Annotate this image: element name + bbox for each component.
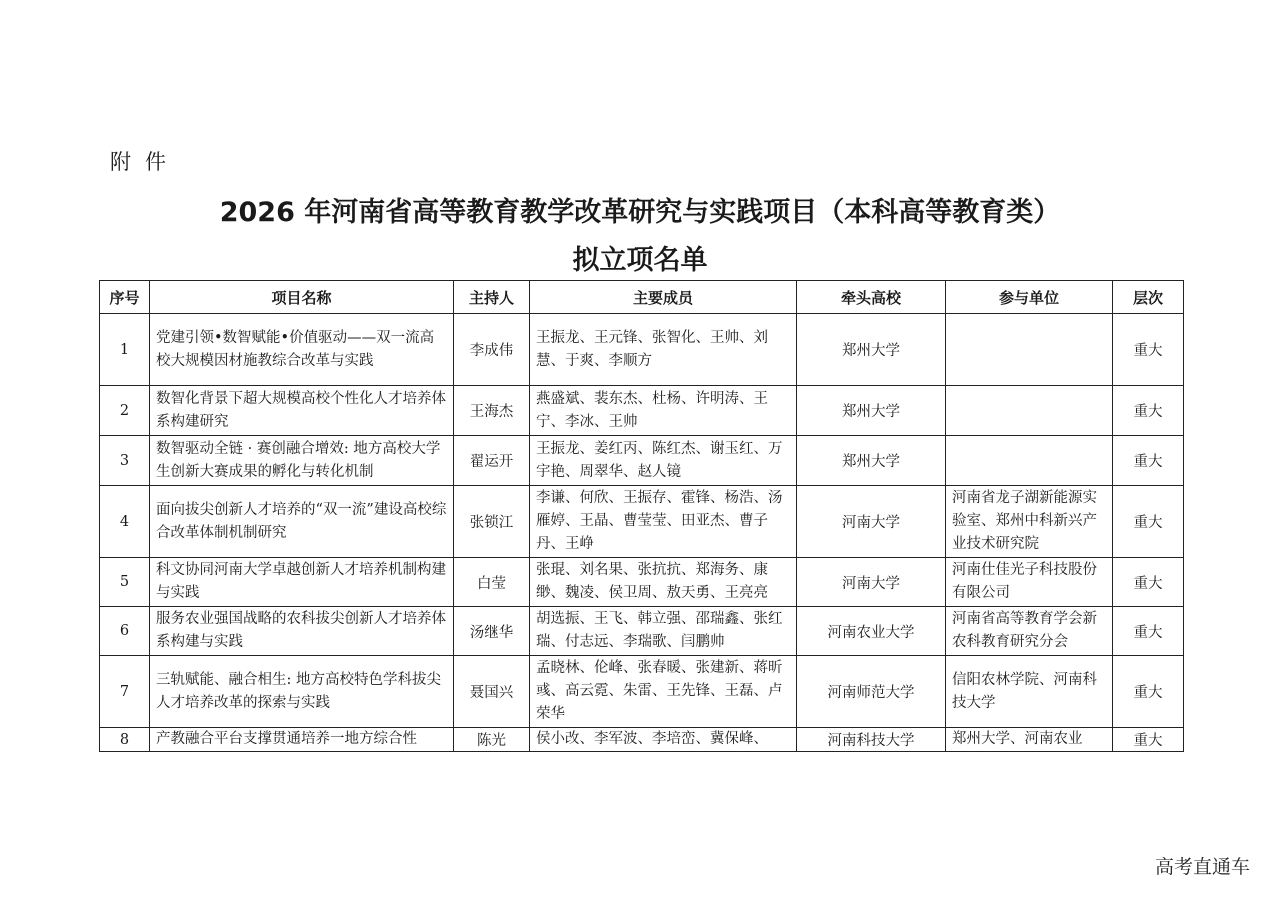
header-no: 序号	[100, 281, 150, 314]
document-subtitle: 拟立项名单	[572, 245, 708, 276]
cell-name: 面向拔尖创新人才培养的“双一流”建设高校综合改革体制机制研究	[150, 486, 454, 558]
cell-lead: 河南科技大学	[797, 728, 946, 752]
cell-partner	[946, 386, 1113, 436]
cell-partner: 河南省龙子湖新能源实验室、郑州中科新兴产业技术研究院	[946, 486, 1113, 558]
header-partner: 参与单位	[946, 281, 1113, 314]
cell-no: 6	[100, 607, 150, 656]
cell-name: 三轨赋能、融合相生: 地方高校特色学科拔尖人才培养改革的探索与实践	[150, 656, 454, 728]
cell-members: 李谦、何欣、王振存、霍锋、杨浩、汤雁婷、王晶、曹莹莹、田亚杰、曹子丹、王峥	[530, 486, 797, 558]
cell-lead: 河南师范大学	[797, 656, 946, 728]
cell-partner	[946, 314, 1113, 386]
cell-name: 数智化背景下超大规模高校个性化人才培养体系构建研究	[150, 386, 454, 436]
attachment-label: 附件	[110, 150, 180, 174]
cell-level: 重大	[1113, 486, 1184, 558]
cell-partner	[946, 436, 1113, 486]
header-lead: 牵头高校	[797, 281, 946, 314]
cell-members: 燕盛斌、裴东杰、杜杨、许明涛、王宁、李冰、王帅	[530, 386, 797, 436]
cell-partner: 河南省高等教育学会新农科教育研究分会	[946, 607, 1113, 656]
cell-lead: 郑州大学	[797, 314, 946, 386]
cell-members: 胡选振、王飞、韩立强、邵瑞鑫、张红瑞、付志远、李瑞歌、闫鹏帅	[530, 607, 797, 656]
cell-members: 侯小改、李军波、李培峦、冀保峰、	[530, 728, 797, 752]
cell-host: 聂国兴	[454, 656, 530, 728]
cell-level: 重大	[1113, 607, 1184, 656]
cell-host: 汤继华	[454, 607, 530, 656]
cell-host: 李成伟	[454, 314, 530, 386]
cell-no: 7	[100, 656, 150, 728]
cell-host: 白莹	[454, 558, 530, 607]
cell-lead: 河南农业大学	[797, 607, 946, 656]
cell-host: 王海杰	[454, 386, 530, 436]
cell-level: 重大	[1113, 728, 1184, 752]
cell-level: 重大	[1113, 656, 1184, 728]
watermark-text: 高考直通车	[1154, 856, 1250, 878]
cell-host: 翟运开	[454, 436, 530, 486]
cell-lead: 河南大学	[797, 486, 946, 558]
cell-no: 3	[100, 436, 150, 486]
cell-members: 孟晓林、伦峰、张春暖、张建新、蒋昕彧、高云霓、朱雷、王先锋、王磊、卢荣华	[530, 656, 797, 728]
table-row	[100, 728, 1184, 752]
cell-no: 5	[100, 558, 150, 607]
cell-no: 8	[100, 728, 150, 752]
table-row	[100, 486, 1184, 558]
cell-lead: 河南大学	[797, 558, 946, 607]
table-row	[100, 386, 1184, 436]
table-header-row	[100, 281, 1184, 314]
cell-lead: 郑州大学	[797, 386, 946, 436]
cell-name: 服务农业强国战略的农科拔尖创新人才培养体系构建与实践	[150, 607, 454, 656]
cell-level: 重大	[1113, 386, 1184, 436]
header-level: 层次	[1113, 281, 1184, 314]
cell-name: 科文协同河南大学卓越创新人才培养机制构建与实践	[150, 558, 454, 607]
cell-members: 王振龙、姜红丙、陈红杰、谢玉红、万宇艳、周翠华、赵人镜	[530, 436, 797, 486]
cell-no: 4	[100, 486, 150, 558]
table-row	[100, 558, 1184, 607]
table-row	[100, 436, 1184, 486]
cell-partner: 郑州大学、河南农业	[946, 728, 1113, 752]
cell-host: 陈光	[454, 728, 530, 752]
cell-partner: 河南仕佳光子科技股份有限公司	[946, 558, 1113, 607]
document-title: 2026 年河南省高等教育教学改革研究与实践项目（本科高等教育类）	[219, 197, 1061, 228]
cell-partner: 信阳农林学院、河南科技大学	[946, 656, 1113, 728]
cell-no: 1	[100, 314, 150, 386]
cell-host: 张锁江	[454, 486, 530, 558]
table-row	[100, 656, 1184, 728]
cell-level: 重大	[1113, 314, 1184, 386]
cell-name: 数智驱动全链 · 赛创融合增效: 地方高校大学生创新大赛成果的孵化与转化机制	[150, 436, 454, 486]
cell-lead: 郑州大学	[797, 436, 946, 486]
cell-level: 重大	[1113, 558, 1184, 607]
table-row	[100, 314, 1184, 386]
cell-no: 2	[100, 386, 150, 436]
header-members: 主要成员	[530, 281, 797, 314]
header-host: 主持人	[454, 281, 530, 314]
cell-name: 产教融合平台支撑贯通培养一地方综合性	[150, 728, 454, 752]
cell-members: 张琨、刘名果、张抗抗、郑海务、康缈、魏凌、侯卫周、敖天勇、王亮亮	[530, 558, 797, 607]
cell-level: 重大	[1113, 436, 1184, 486]
header-name: 项目名称	[150, 281, 454, 314]
cell-name: 党建引领•数智赋能•价值驱动——双一流高校大规模因材施教综合改革与实践	[150, 314, 454, 386]
cell-members: 王振龙、王元锋、张智化、王帅、刘慧、于爽、李顺方	[530, 314, 797, 386]
table-row	[100, 607, 1184, 656]
project-list-table	[99, 280, 1184, 752]
